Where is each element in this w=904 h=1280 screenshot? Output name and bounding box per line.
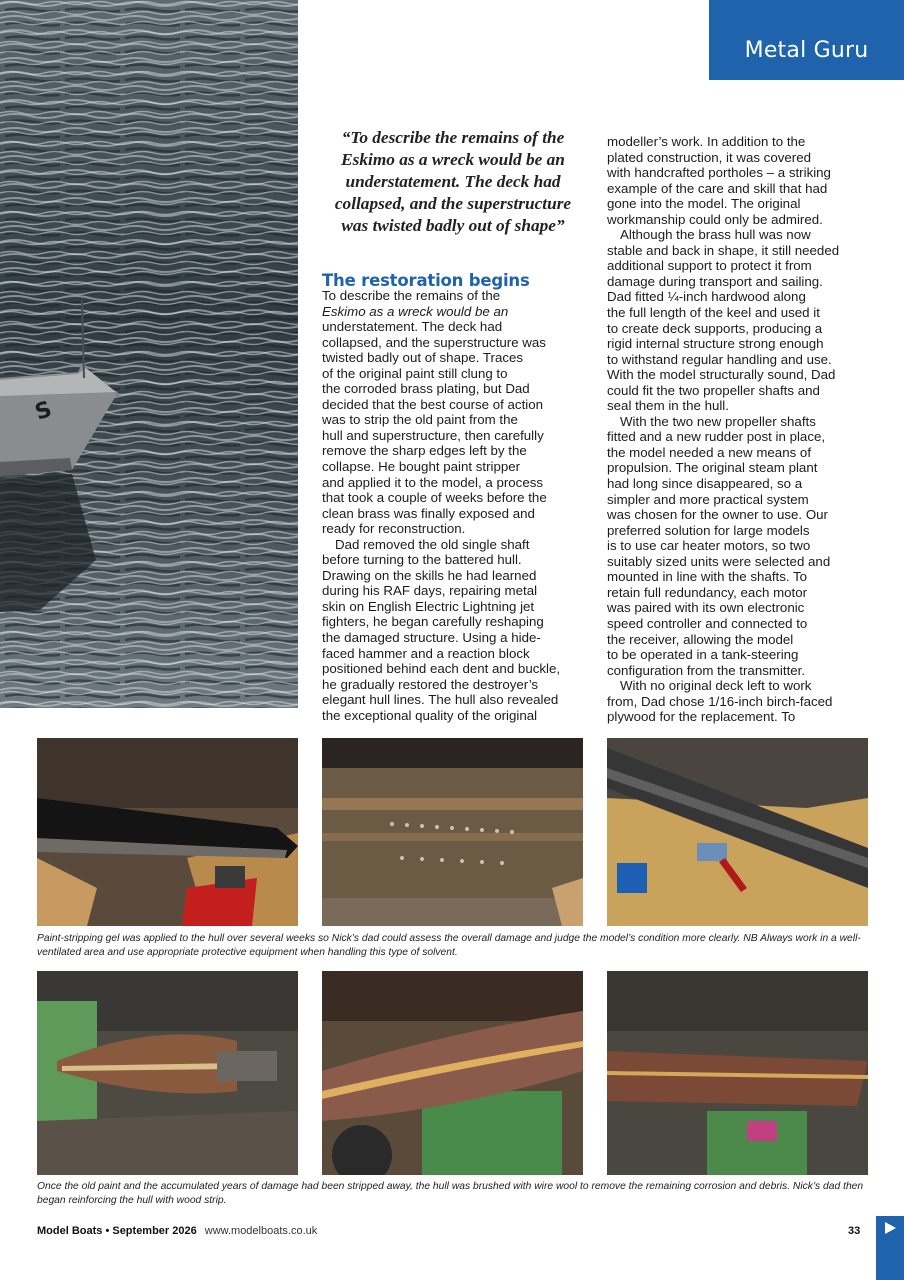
text-line: fitted and a new rudder post in place, — [607, 429, 826, 445]
text-line: had long since disappeared, so a — [607, 476, 803, 492]
page-number: 33 — [848, 1225, 861, 1237]
section-heading: The restoration begins — [322, 271, 530, 290]
section-tab-label: Metal Guru — [744, 38, 869, 63]
text-line: the model needed a new means of — [607, 444, 812, 460]
text-line: clean brass was finally exposed and — [322, 505, 535, 521]
section-tab — [709, 0, 904, 80]
text-line: he gradually restored the destroyer’s — [322, 676, 539, 692]
footer-url[interactable]: www.modelboats.co.uk — [204, 1225, 318, 1237]
text-line: With the model structurally sound, Dad — [607, 367, 836, 383]
body-column-1 — [322, 288, 584, 723]
text-line: preferred solution for large models — [607, 522, 810, 538]
photo-hull-reinforcing-1 — [37, 971, 298, 1175]
text-line: remove the sharp edges left by the — [322, 443, 527, 459]
text-line: that took a couple of weeks before the — [322, 490, 547, 506]
text-line: decided that the best course of action — [322, 396, 544, 412]
text-line: Although the brass hull was now — [620, 227, 811, 243]
svg-text:S: S — [32, 397, 55, 426]
text-line: plated construction, it was covered — [607, 149, 811, 165]
pull-quote: “To describe the remains of the Eskimo as a wreck would be an understatement. The deck had collapsed, and the superstructure was twisted badly out of shape” — [334, 128, 572, 235]
text-line: example of the care and skill that had — [607, 180, 828, 196]
text-line: seal them in the hull. — [607, 398, 729, 414]
text-line: Eskimo as a wreck would be an — [322, 303, 509, 319]
photo-hull-stripping-1 — [37, 738, 298, 926]
text-line: plywood for the replacement. To — [607, 709, 796, 725]
text-line: Dad fitted ¼-inch hardwood along — [607, 289, 806, 305]
text-line: the damaged structure. Using a hide- — [322, 630, 541, 646]
text-line: was to strip the old paint from the — [322, 412, 518, 428]
text-line: propulsion. The original steam plant — [607, 460, 818, 476]
text-line: the receiver, allowing the model — [607, 631, 794, 647]
text-line: is to use car heater motors, so two — [607, 538, 811, 554]
text-line: fighters, he began carefully reshaping — [322, 614, 544, 630]
text-line: and applied it to the model, a process — [322, 474, 544, 490]
right-triangle-icon — [885, 1222, 896, 1234]
next-page-tab[interactable] — [876, 1216, 904, 1280]
text-line: stable and back in shape, it still needed — [607, 242, 840, 258]
text-line: the corroded brass plating, but Dad — [322, 381, 530, 397]
text-line: faced hammer and a reaction block — [322, 645, 530, 661]
text-line: simpler and more practical system — [607, 491, 809, 507]
text-line: mounted in line with the shafts. To — [607, 569, 808, 585]
text-line: With the two new propeller shafts — [620, 413, 816, 429]
text-line: to be operated in a tank-steering — [607, 647, 799, 663]
text-line: twisted badly out of shape. Traces — [322, 350, 524, 366]
text-line: gone into the model. The original — [607, 196, 801, 212]
text-line: collapsed, and the superstructure was — [322, 334, 546, 350]
text-line: Drawing on the skills he had learned — [322, 567, 537, 583]
hero-photo-ship-on-water — [0, 0, 298, 708]
text-line: To describe the remains of the — [322, 288, 501, 303]
text-line: the exceptional quality of the original — [322, 707, 538, 723]
text-line: with handcrafted portholes – a striking — [607, 165, 831, 181]
text-line: damage during transport and sailing. — [607, 273, 823, 289]
photo-caption-1: Paint-stripping gel was applied to the hull over several weeks so Nick’s dad could assess the overall damage and judge the model’s condition more clearly. NB Always work in a well-ventilated area and use appropriate protective equipment when handling this type of solvent. — [37, 933, 861, 958]
text-line: to withstand regular handling and use. — [607, 351, 832, 367]
text-line: additional support to protect it from — [607, 258, 812, 274]
text-line: of the original paint still clung to — [322, 365, 508, 381]
text-line: the full length of the keel and used it — [607, 305, 820, 321]
text-line: was chosen for the owner to use. Our — [607, 507, 828, 523]
text-line: configuration from the transmitter. — [607, 662, 806, 678]
footer-magazine: Model Boats • September 2026 — [37, 1225, 197, 1237]
text-line: to create deck supports, producing a — [607, 320, 823, 336]
text-line: could fit the two propeller shafts and — [607, 382, 820, 398]
text-line: skin on English Electric Lightning jet — [322, 598, 535, 614]
text-line: speed controller and connected to — [607, 615, 808, 631]
photo-caption-2: Once the old paint and the accumulated years of damage had been stripped away, the hull was brushed with wire wool to remove the remaining corrosion and debris. Nick’s dad then began reinforcing the hull with wood strip. — [37, 1181, 864, 1206]
text-line: modeller’s work. In addition to the — [607, 134, 806, 149]
text-line: was paired with its own electronic — [607, 600, 805, 616]
text-line: rigid internal structure strong enough — [607, 336, 824, 352]
text-line: collapse. He bought paint stripper — [322, 459, 521, 475]
text-line: suitably sized units were selected and — [607, 553, 831, 569]
text-line: understatement. The deck had — [322, 319, 503, 335]
text-line: elegant hull lines. The hull also revealed — [322, 692, 559, 708]
body-column-2 — [607, 134, 875, 725]
text-line: positioned behind each dent and buckle, — [322, 661, 561, 677]
text-line: workmanship could only be admired. — [607, 211, 823, 227]
photo-hull-reinforcing-2 — [322, 971, 583, 1175]
text-line: hull and superstructure, then carefully — [322, 427, 544, 443]
photo-hull-reinforcing-3 — [607, 971, 868, 1175]
text-line: ready for reconstruction. — [322, 521, 466, 537]
footer-credit — [37, 1225, 317, 1237]
text-line: before turning to the battered hull. — [322, 552, 522, 568]
text-line: Dad removed the old single shaft — [335, 536, 530, 552]
text-line: during his RAF days, repairing metal — [322, 583, 538, 599]
text-line: from, Dad chose 1/16-inch birch-faced — [607, 693, 833, 709]
photo-hull-stripping-2 — [322, 738, 583, 926]
text-line: retain full redundancy, each motor — [607, 584, 808, 600]
photo-hull-stripping-3 — [607, 738, 868, 926]
text-line: With no original deck left to work — [620, 678, 812, 694]
